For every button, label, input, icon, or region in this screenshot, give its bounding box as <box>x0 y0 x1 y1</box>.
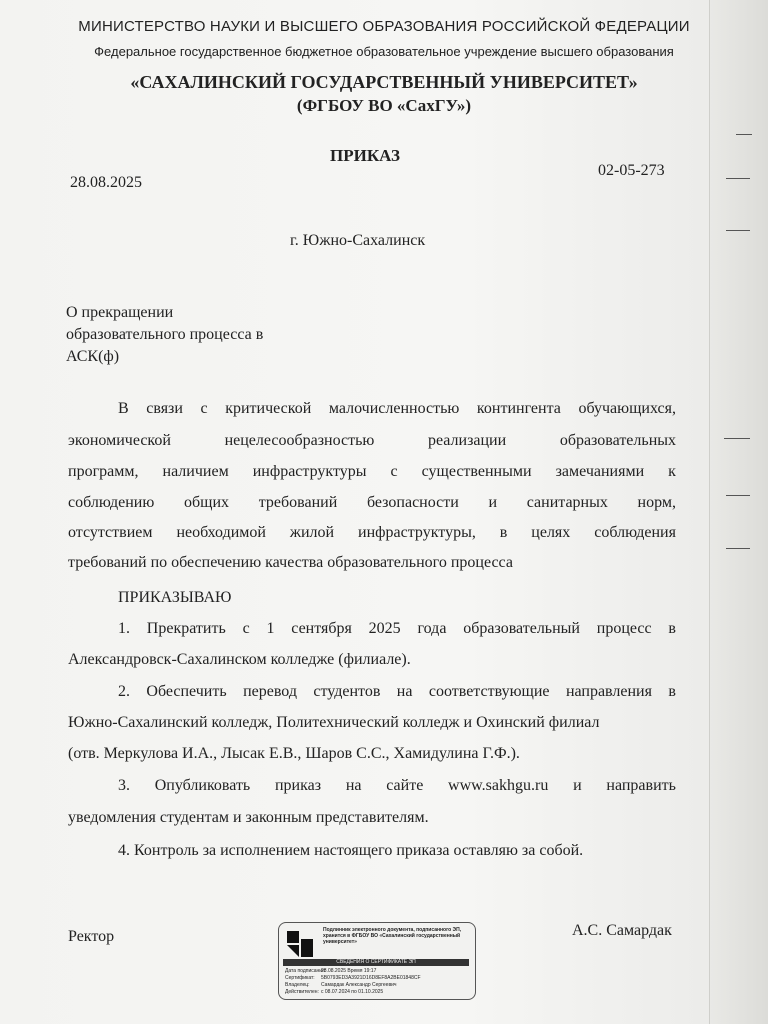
edge-mark <box>726 230 750 231</box>
word: безопасности <box>366 494 459 511</box>
electronic-signature-stamp <box>278 922 476 1000</box>
ministry-name: МИНИСТЕРСТВО НАУКИ И ВЫСШЕГО ОБРАЗОВАНИЯ РОССИЙСКОЙ ФЕДЕРАЦИИ <box>78 18 690 35</box>
word: связи <box>146 400 183 417</box>
stamp-label: Сертификат: <box>285 975 315 981</box>
word: соблюдению <box>68 494 155 511</box>
word: целях <box>531 524 571 541</box>
word: и <box>488 494 498 511</box>
university-logo-icon <box>287 931 313 957</box>
word: образовательный <box>463 620 580 637</box>
word: студентов <box>313 683 381 700</box>
stamp-row <box>285 975 421 981</box>
word: с <box>242 620 250 637</box>
word: в <box>668 683 676 700</box>
stamp-value: с 08.07.2024 по 01.10.2025 <box>321 989 384 995</box>
stamp-row <box>285 982 397 988</box>
edge-mark <box>726 178 750 179</box>
word: с <box>200 400 208 417</box>
word: с <box>390 463 398 480</box>
word: 2025 <box>368 620 401 637</box>
word: Опубликовать <box>154 777 251 794</box>
edge-mark <box>726 495 750 496</box>
university-name: «САХАЛИНСКИЙ ГОСУДАРСТВЕННЫЙ УНИВЕРСИТЕТ» <box>130 72 638 92</box>
word: направить <box>606 777 676 794</box>
order-subject <box>66 302 263 368</box>
underlying-page-edge <box>709 0 768 1024</box>
decree-word: ПРИКАЗЫВАЮ <box>118 589 232 606</box>
stamp-value: Самардак Александр Сергеевич <box>321 982 397 988</box>
word: инфраструктуры, <box>358 524 476 541</box>
word: на <box>396 683 413 700</box>
document-title: ПРИКАЗ <box>330 146 400 165</box>
item-3-cont <box>68 809 676 827</box>
item-2-cont <box>68 745 676 763</box>
item-2-text: Южно-Сахалинский колледж, Политехнический колледж и Охинский филиал <box>68 714 600 731</box>
word: санитарных <box>526 494 608 511</box>
word: необходимой <box>176 524 266 541</box>
word: контингента <box>476 400 561 417</box>
word: в <box>668 620 676 637</box>
word: перевод <box>243 683 297 700</box>
word: экономической <box>68 432 171 449</box>
word: обучающихся, <box>578 400 676 417</box>
word: в <box>499 524 508 541</box>
word: сентября <box>291 620 352 637</box>
word: образовательных <box>559 432 676 449</box>
stamp-heading: Подлинник электронного документа, подписанного ЭП, хранится в ФГБОУ ВО «Сахалинский государственный университет» <box>323 927 462 945</box>
stamp-label: Владелец: <box>285 982 310 988</box>
word: общих <box>183 494 230 511</box>
word: инфраструктуры <box>252 463 367 480</box>
word: года <box>417 620 447 637</box>
word: требований <box>258 494 338 511</box>
item-2-responsible: (отв. Меркулова И.А., Лысак Е.В., Шаров С.С., Хамидулина Г.Ф.). <box>68 745 520 762</box>
word: отсутствием <box>68 524 153 541</box>
word: направления <box>565 683 652 700</box>
item-1 <box>118 620 676 638</box>
word: соблюдения <box>594 524 676 541</box>
word: Прекратить <box>146 620 226 637</box>
item-4: 4. Контроль за исполнением настоящего приказа оставляю за собой. <box>118 842 584 859</box>
word: наличием <box>162 463 229 480</box>
order-city: г. Южно-Сахалинск <box>290 232 426 249</box>
item-1-text: Александровск-Сахалинском колледже (филиале). <box>68 651 411 668</box>
word: замечаниями <box>555 463 645 480</box>
preamble-line <box>68 463 676 481</box>
word: жилой <box>289 524 335 541</box>
subject-line: О прекращении <box>66 304 174 321</box>
word: 3. <box>118 777 130 794</box>
edge-mark <box>726 548 750 549</box>
signatory-name: А.С. Самардак <box>572 922 672 939</box>
word: 2. <box>118 683 130 700</box>
edge-mark <box>724 438 750 439</box>
preamble-line <box>68 432 676 450</box>
subject-line: образовательного процесса в <box>66 326 264 343</box>
item-2 <box>118 683 676 701</box>
word: 1 <box>266 620 275 637</box>
edge-mark <box>736 134 752 135</box>
word: www.sakhgu.ru <box>448 777 549 794</box>
word: критической <box>225 400 312 417</box>
word: к <box>668 463 676 480</box>
item-2-cont <box>68 714 676 732</box>
preamble-last-line: требований по обеспечению качества образовательного процесса <box>68 554 513 571</box>
word: программ, <box>68 463 139 480</box>
university-abbreviation: (ФГБОУ ВО «СахГУ») <box>296 96 472 115</box>
item-1-cont <box>68 651 676 669</box>
word: существенными <box>421 463 532 480</box>
word: приказ <box>274 777 322 794</box>
word: сайте <box>386 777 424 794</box>
subject-line: АСК(ф) <box>66 348 120 365</box>
order-number: 02-05-273 <box>598 162 665 179</box>
word: соответствующие <box>428 683 550 700</box>
stamp-row <box>285 989 383 995</box>
word: 1. <box>118 620 130 637</box>
preamble-line <box>68 554 676 572</box>
word: и <box>573 777 582 794</box>
stamp-row <box>285 968 376 974</box>
word: процесс <box>596 620 652 637</box>
word: В <box>118 400 129 417</box>
item-3-text: уведомления студентам и законным представителям. <box>68 809 429 826</box>
stamp-band: СВЕДЕНИЯ О СЕРТИФИКАТЕ ЭП <box>283 959 469 966</box>
word: Обеспечить <box>146 683 227 700</box>
stamp-value: 5B0793ED3A3921D16D8EF8A2BE01848CF <box>321 975 421 981</box>
preamble-line <box>68 524 676 542</box>
stamp-label: Дата подписания: <box>285 968 327 974</box>
word: норм, <box>637 494 676 511</box>
preamble-line <box>68 494 676 512</box>
stamp-label: Действителен: <box>285 989 319 995</box>
preamble-line <box>118 400 676 418</box>
order-date: 28.08.2025 <box>70 174 142 191</box>
word: нецелесообразностью <box>224 432 375 449</box>
word: на <box>345 777 362 794</box>
stamp-value: 28.08.2025 Время 19:17 <box>321 968 377 974</box>
institution-type: Федеральное государственное бюджетное образовательное учреждение высшего образования <box>94 44 674 59</box>
signatory-role: Ректор <box>68 928 115 945</box>
item-3 <box>118 777 676 795</box>
word: реализации <box>427 432 507 449</box>
word: малочисленностью <box>328 400 460 417</box>
